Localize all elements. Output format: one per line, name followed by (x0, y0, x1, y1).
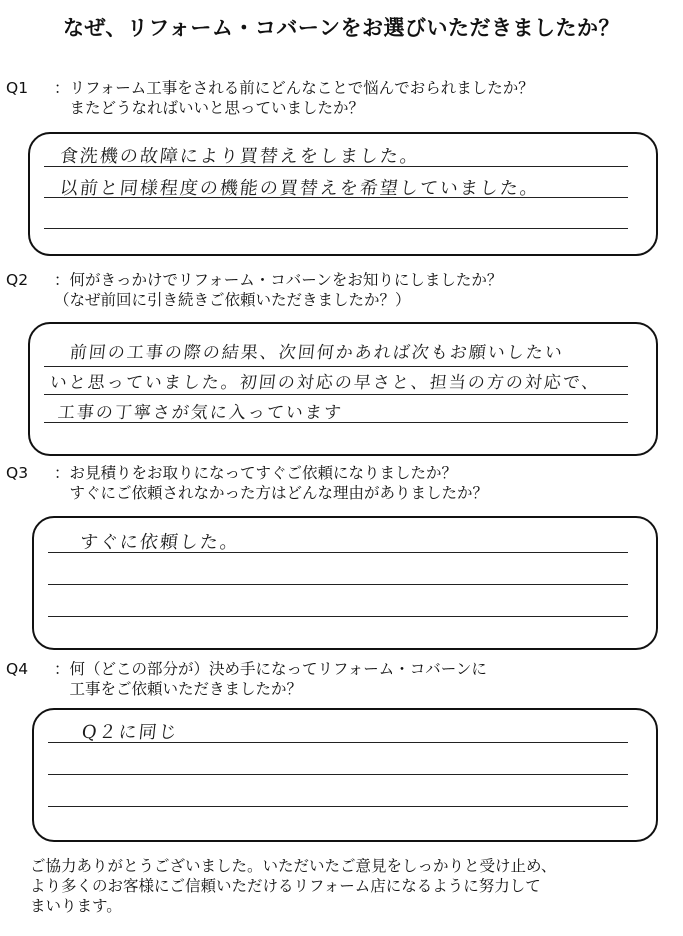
handwritten-answer: 前回の工事の際の結果、次回何かあれば次もお願いしたい (68, 343, 565, 363)
question-text-line: ：何（どこの部分が）決め手になってリフォーム・コバーンに (54, 660, 487, 678)
ruled-line (44, 228, 628, 229)
answer-box-1[interactable] (28, 132, 658, 256)
answer-box-4[interactable] (32, 708, 658, 842)
question-text-line: 工事をご依頼いただきましたか？ (54, 680, 303, 698)
question-1 (6, 78, 534, 117)
handwritten-answer: 工事の丁寧さが気に入っています (56, 403, 344, 423)
ruled-line (44, 394, 628, 395)
answer-box-3[interactable] (32, 516, 658, 650)
question-text-line: すぐにご依頼されなかった方はどんな理由がありましたか？ (54, 484, 489, 502)
handwritten-answer: いと思っていました。初回の対応の早さと、担当の方の対応で、 (48, 373, 602, 393)
question-text-line: ：リフォーム工事をされる前にどんなことで悩んでおられましたか？ (54, 79, 534, 97)
ruled-line (48, 616, 628, 617)
question-text-line: （なぜ前回に引き続きご依頼いただきましたか？） (54, 291, 411, 309)
question-text-line: ：お見積りをお取りになってすぐご依頼になりましたか？ (54, 464, 458, 482)
question-4 (6, 659, 487, 698)
question-number: Q2 (6, 271, 29, 289)
question-text-line: ：何がきっかけでリフォーム・コバーンをお知りにしましたか？ (54, 271, 503, 289)
closing-message (30, 856, 556, 916)
question-3 (6, 463, 489, 502)
ruled-line (48, 584, 628, 585)
handwritten-answer: Q２に同じ (80, 722, 180, 743)
ruled-line (48, 806, 628, 807)
handwritten-answer: 以前と同様程度の機能の買替えを希望していました。 (58, 178, 541, 199)
closing-line: ご協力ありがとうございました。いただいたご意見をしっかりと受け止め、 (30, 857, 557, 875)
ruled-line (44, 366, 628, 367)
answer-box-2[interactable] (28, 322, 658, 456)
handwritten-answer: すぐに依頼した。 (78, 532, 241, 553)
question-number: Q3 (6, 464, 29, 482)
closing-line: まいります。 (30, 897, 122, 915)
page-title: なぜ、リフォーム・コバーンをお選びいただきましたか？ (63, 16, 620, 40)
question-number: Q1 (6, 79, 29, 97)
question-2 (6, 270, 503, 309)
ruled-line (48, 774, 628, 775)
question-number: Q4 (6, 660, 29, 678)
closing-line: より多くのお客様にご信頼いただけるリフォーム店になるように努力して (30, 877, 541, 895)
question-text-line: またどうなればいいと思っていましたか？ (54, 99, 365, 117)
handwritten-answer: 食洗機の故障により買替えをしました。 (58, 146, 421, 167)
